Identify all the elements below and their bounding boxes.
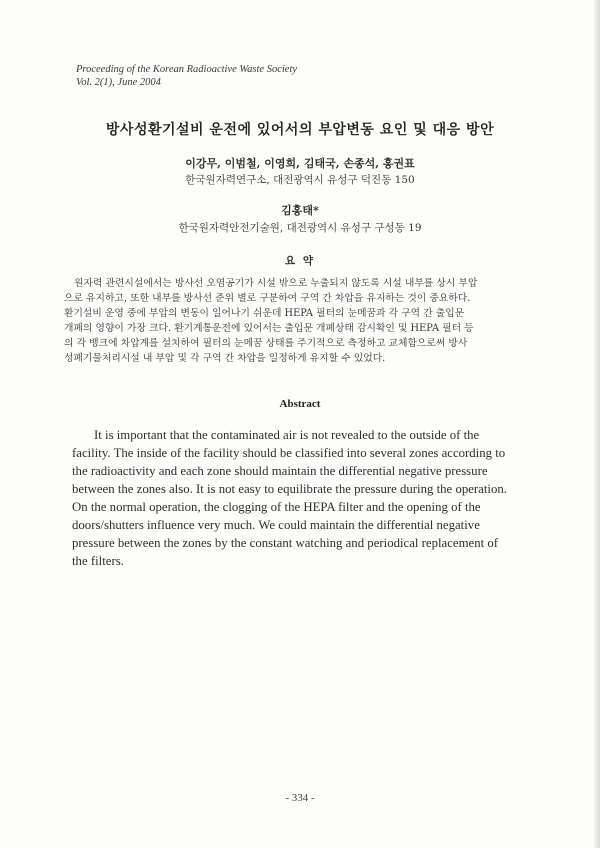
author-list: 이강무, 이범철, 이영희, 김태국, 손종석, 홍권표 xyxy=(185,157,415,170)
journal-volume: Vol. 2(1), June 2004 xyxy=(76,77,161,88)
korean-abstract-line: 성폐기물처리시설 내 부압 및 각 구역 간 차압을 일정하게 유지할 수 있었다. xyxy=(64,353,386,364)
affiliation-1: 한국원자력연구소, 대전광역시 유성구 덕진동 150 xyxy=(185,174,415,186)
english-abstract-line: facility. The inside of the facility should be classified into several zones according to xyxy=(72,446,506,460)
journal-header xyxy=(76,63,297,89)
english-abstract-heading: Abstract xyxy=(279,398,321,410)
english-abstract-body xyxy=(72,426,534,570)
english-abstract-line: On the normal operation, the clogging of the HEPA filter and the opening of the xyxy=(72,500,481,514)
corresponding-author: 김홍태* xyxy=(281,204,319,217)
korean-abstract-line: 개폐의 영향이 가장 크다. 환기계통운전에 있어서는 출입문 개폐상태 감시확인 및 HEPA 필터 등 xyxy=(64,323,474,334)
english-abstract-line: It is important that the contaminated air is not revealed to the outside of the xyxy=(94,428,480,442)
korean-abstract-line: 원자력 관련시설에서는 방사선 오염공기가 시설 밖으로 누출되지 않도록 시설 내부를 상시 부압 xyxy=(74,278,478,289)
korean-abstract-heading: 요 약 xyxy=(285,255,315,267)
paper-title: 방사성환기설비 운전에 있어서의 부압변동 요인 및 대응 방안 xyxy=(105,122,495,138)
korean-abstract-body xyxy=(64,276,544,366)
journal-name: Proceeding of the Korean Radioactive Waste Society xyxy=(76,64,298,75)
korean-abstract-line: 환기설비 운영 중에 부압의 변동이 일어나기 쉬운데 HEPA 필터의 눈메꿈과 각 구역 간 출입문 xyxy=(64,308,465,319)
korean-abstract-line: 으로 유지하고, 또한 내부를 방사선 준위 별로 구분하여 구역 간 차압을 유지하는 것이 중요하다. xyxy=(64,293,471,304)
affiliation-2: 한국원자력안전기술원, 대전광역시 유성구 구성동 19 xyxy=(178,222,422,234)
english-abstract-line: pressure between the zones by the constant watching and periodical replacement of xyxy=(72,536,499,550)
english-abstract-line: the filters. xyxy=(72,554,124,568)
page-number: - 334 - xyxy=(285,792,315,804)
english-abstract-line: between the zones also. It is not easy to equilibrate the pressure during the operation. xyxy=(72,482,507,496)
korean-abstract-line: 의 각 뱅크에 차압계를 설치하여 필터의 눈메꿈 상태를 주기적으로 측정하고 교체함으로써 방사 xyxy=(64,338,468,349)
english-abstract-line: doors/shutters influence very much. We could maintain the differential negative xyxy=(72,518,480,532)
english-abstract-line: the radioactivity and each zone should maintain the differential negative pressure xyxy=(72,464,488,478)
